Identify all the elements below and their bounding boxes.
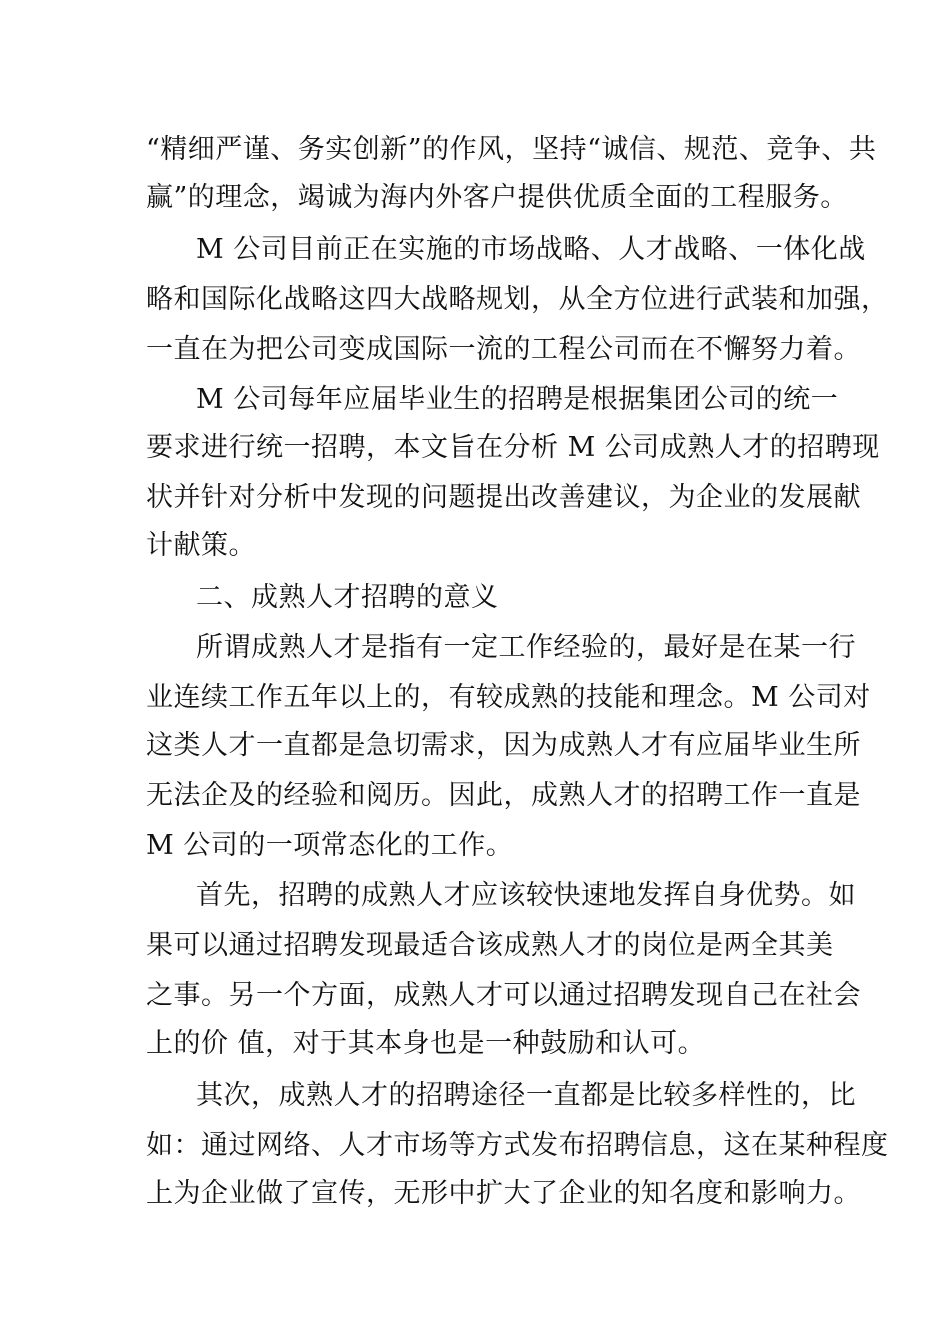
text-line: 上为企业做了宣传，无形中扩大了企业的知名度和影响力。 (146, 1178, 861, 1209)
text-line: 这类人才一直都是急切需求，因为成熟人才有应届毕业生所 (146, 730, 861, 761)
text-line: 状并针对分析中发现的问题提出改善建议，为企业的发展献 (146, 482, 861, 513)
text-line: 业连续工作五年以上的，有较成熟的技能和理念。M 公司对 (146, 682, 871, 713)
text-line: 要求进行统一招聘，本文旨在分析 M 公司成熟人才的招聘现 (146, 432, 880, 463)
paragraph-first-line: 首先，招聘的成熟人才应该较快速地发挥自身优势。如 (196, 880, 856, 911)
text-line: 无法企及的经验和阅历。因此，成熟人才的招聘工作一直是 (146, 780, 861, 811)
paragraph-first-line: 所谓成熟人才是指有一定工作经验的，最好是在某一行 (196, 632, 856, 663)
text-line: M 公司的一项常态化的工作。 (146, 830, 514, 861)
section-heading: 二、成熟人才招聘的意义 (196, 582, 499, 613)
text-line: 一直在为把公司变成国际一流的工程公司而在不懈努力着。 (146, 334, 861, 365)
text-line: 计献策。 (146, 530, 256, 561)
text-line: 上的价 值，对于其本身也是一种鼓励和认可。 (146, 1028, 706, 1059)
text-line: 果可以通过招聘发现最适合该成熟人才的岗位是两全其美 (146, 930, 834, 961)
paragraph-first-line: M 公司每年应届毕业生的招聘是根据集团公司的统一 (196, 384, 839, 415)
text-line: 如：通过网络、人才市场等方式发布招聘信息，这在某种程度 (146, 1130, 889, 1161)
text-line: “精细严谨、务实创新”的作风，坚持“诚信、规范、竞争、共 (146, 134, 877, 165)
paragraph-first-line: M 公司目前正在实施的市场战略、人才战略、一体化战 (196, 234, 866, 265)
text-line: 略和国际化战略这四大战略规划，从全方位进行武装和加强， (146, 284, 889, 315)
text-line: 之事。另一个方面，成熟人才可以通过招聘发现自己在社会 (146, 980, 861, 1011)
paragraph-first-line: 其次，成熟人才的招聘途径一直都是比较多样性的，比 (196, 1080, 856, 1111)
text-line: 赢”的理念，竭诚为海内外客户提供优质全面的工程服务。 (146, 182, 848, 213)
